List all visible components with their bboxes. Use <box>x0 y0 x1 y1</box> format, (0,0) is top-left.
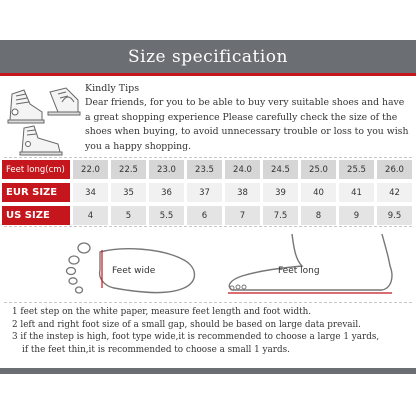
table-cell: 9.5 <box>377 206 412 225</box>
table-row-eur-size <box>2 183 414 202</box>
kindly-tips-section <box>0 80 416 158</box>
table-cell: 37 <box>187 183 222 202</box>
note-item: 2 left and right foot size of a small gap, should be based on large data prevail. <box>12 319 361 330</box>
row-label-eur-size: EUR SIZE <box>2 183 70 202</box>
table-cell: 25.0 <box>301 160 336 179</box>
table-cell: 26.0 <box>377 160 412 179</box>
table-cell: 24.0 <box>225 160 260 179</box>
sneakers-illustration-icon <box>2 82 82 158</box>
table-cell: 6 <box>187 206 222 225</box>
header-bar <box>0 40 416 76</box>
table-cell: 5 <box>111 206 146 225</box>
table-cell: 34 <box>73 183 108 202</box>
table-cell: 5.5 <box>149 206 184 225</box>
table-cell: 40 <box>301 183 336 202</box>
row-label-us-size: US SIZE <box>2 206 70 225</box>
note-item: 3 if the instep is high, foot type wide,it is recommended to choose a large 1 yards, <box>12 332 380 343</box>
divider <box>4 157 412 158</box>
measurement-notes <box>12 306 412 356</box>
row-label-feet-long: Feet long(cm) <box>2 160 70 179</box>
table-cell: 39 <box>263 183 298 202</box>
table-cell: 36 <box>149 183 184 202</box>
table-cell: 23.5 <box>187 160 222 179</box>
foot-measure-diagram <box>0 228 416 300</box>
tips-title: Kindly Tips <box>85 83 140 94</box>
table-cell: 25.5 <box>339 160 374 179</box>
table-cell: 23.0 <box>149 160 184 179</box>
page-title: Size specification <box>128 46 288 67</box>
foot-side-icon <box>222 230 402 298</box>
table-cell: 42 <box>377 183 412 202</box>
table-cell: 9 <box>339 206 374 225</box>
table-cell: 24.5 <box>263 160 298 179</box>
tips-body: Dear friends, for you to be able to buy very suitable shoes and have a great shopping experience Please carefully check the size of the shoes when buying, to avoid unnecessary trouble or loss to you wish you a happy shopping. <box>85 97 409 152</box>
size-table <box>2 160 414 229</box>
table-cell: 4 <box>73 206 108 225</box>
table-cell: 38 <box>225 183 260 202</box>
table-row-feet-long <box>2 160 414 179</box>
feet-wide-label: Feet wide <box>112 266 156 276</box>
table-cell: 41 <box>339 183 374 202</box>
footer-bar <box>0 368 416 374</box>
table-row-us-size <box>2 206 414 225</box>
divider <box>4 226 412 227</box>
note-item: 1 feet step on the white paper, measure feet length and foot width. <box>12 307 312 317</box>
table-cell: 22.5 <box>111 160 146 179</box>
table-cell: 8 <box>301 206 336 225</box>
feet-long-label: Feet long <box>278 266 320 276</box>
divider <box>4 302 412 303</box>
table-cell: 35 <box>111 183 146 202</box>
table-cell: 7.5 <box>263 206 298 225</box>
table-cell: 22.0 <box>73 160 108 179</box>
note-item: if the feet thin,it is recommended to choose a small 1 yards. <box>22 344 290 355</box>
table-cell: 7 <box>225 206 260 225</box>
